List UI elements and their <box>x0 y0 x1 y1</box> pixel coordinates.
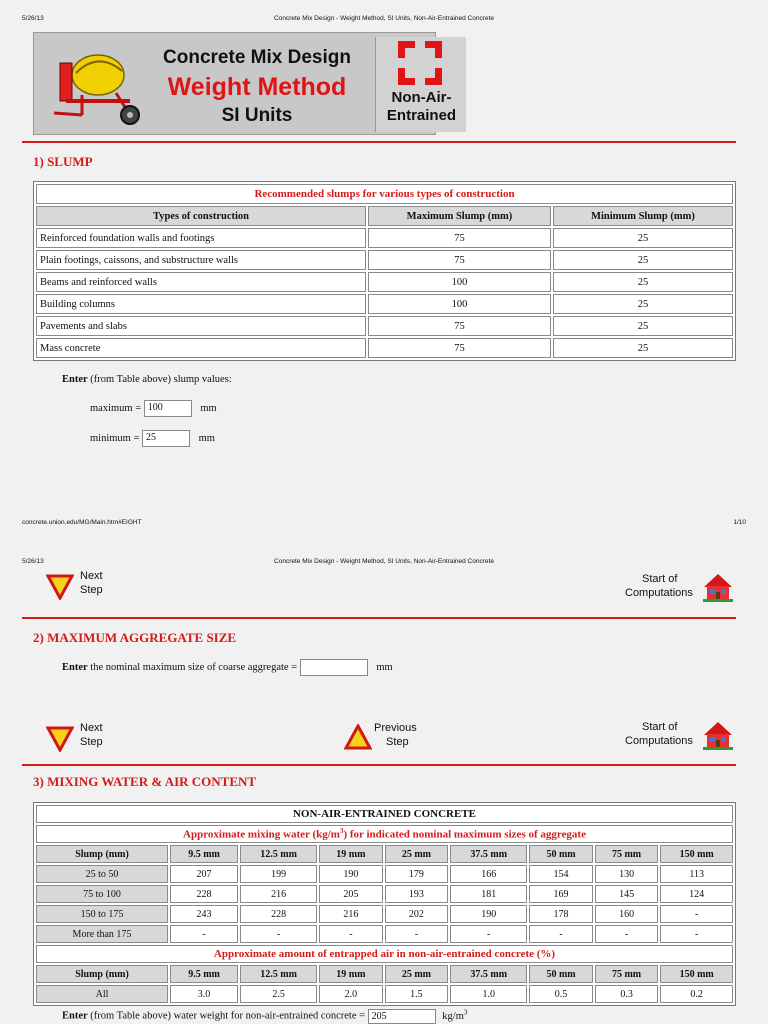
cell: - <box>170 925 238 943</box>
cell: 25 <box>553 316 733 336</box>
header-cell: 50 mm <box>529 965 593 983</box>
cell: 124 <box>660 885 733 903</box>
print-title: Concrete Mix Design - Weight Method, SI Units, Non-Air-Entrained Concrete <box>274 15 494 22</box>
cell: 75 <box>368 316 551 336</box>
header-cell: 25 mm <box>385 965 449 983</box>
cell: 113 <box>660 865 733 883</box>
start-computations-link[interactable] <box>620 570 734 604</box>
section-3-title: 3) MIXING WATER & AIR CONTENT <box>33 774 257 789</box>
divider <box>22 764 736 766</box>
cell: 25 to 50 <box>36 865 168 883</box>
header-cell: Slump (mm) <box>36 965 168 983</box>
aggregate-instruction <box>62 659 393 676</box>
cell: - <box>319 925 383 943</box>
header-row <box>36 845 733 863</box>
cell: 25 <box>553 228 733 248</box>
instruction-text: (from Table above) slump values: <box>87 374 232 385</box>
table-row <box>36 272 733 292</box>
banner-side-line-2: Entrained <box>386 107 457 124</box>
cell: 0.2 <box>660 985 733 1003</box>
print-title: Concrete Mix Design - Weight Method, SI Units, Non-Air-Entrained Concrete <box>274 558 494 565</box>
unit-label: mm <box>198 432 215 444</box>
header-cell: 75 mm <box>595 845 659 863</box>
cell: - <box>660 925 733 943</box>
section-2-title: 2) MAXIMUM AGGREGATE SIZE <box>33 630 237 645</box>
print-url: concrete.union.edu/MG/Main.htm#EIGHT <box>22 519 142 526</box>
banner <box>33 32 457 135</box>
header-cell: Slump (mm) <box>36 845 168 863</box>
previous-step-icon <box>344 724 372 752</box>
cell: 190 <box>450 905 527 923</box>
table-row <box>36 338 733 358</box>
red-cross-logo-icon <box>398 41 442 85</box>
cement-mixer-icon <box>46 43 146 127</box>
page-footer <box>0 519 768 533</box>
page-header <box>0 13 768 27</box>
next-step-link[interactable] <box>46 722 116 756</box>
water-weight-instruction <box>62 1008 467 1024</box>
cell: Mass concrete <box>36 338 366 358</box>
step-label: Step <box>80 584 103 596</box>
cell: 202 <box>385 905 449 923</box>
unit-label: mm <box>376 661 393 673</box>
table-row <box>36 294 733 314</box>
header-cell: 37.5 mm <box>450 845 527 863</box>
cell: 2.0 <box>319 985 383 1003</box>
start-computations-link[interactable] <box>620 718 734 752</box>
cell: 75 <box>368 228 551 248</box>
cell: 178 <box>529 905 593 923</box>
cell: 145 <box>595 885 659 903</box>
cell: 75 <box>368 338 551 358</box>
cell: 25 <box>553 338 733 358</box>
header-cell: Types of construction <box>36 206 366 226</box>
header-cell: 50 mm <box>529 845 593 863</box>
instruction-text: the nominal maximum size of coarse aggregate = <box>87 661 300 673</box>
cell: 207 <box>170 865 238 883</box>
cell: - <box>595 925 659 943</box>
next-step-link[interactable] <box>46 570 116 604</box>
enter-label: Enter <box>62 374 88 385</box>
next-label: Next <box>80 570 103 582</box>
cell: 1.5 <box>385 985 449 1003</box>
cell: 193 <box>385 885 449 903</box>
max-slump-row <box>90 400 217 417</box>
cell: 179 <box>385 865 449 883</box>
print-date: 5/26/13 <box>22 558 44 565</box>
cell: Beams and reinforced walls <box>36 272 366 292</box>
cell: All <box>36 985 168 1003</box>
start-label: Start of <box>642 573 678 585</box>
cell: 25 <box>553 272 733 292</box>
cell: Reinforced foundation walls and footings <box>36 228 366 248</box>
page-header <box>0 556 768 570</box>
header-cell: Maximum Slump (mm) <box>368 206 551 226</box>
cell: 25 <box>553 250 733 270</box>
cell: 75 to 100 <box>36 885 168 903</box>
cell: 199 <box>240 865 317 883</box>
header-row <box>36 965 733 983</box>
unit-label: $kg/m^3$ <box>442 1008 468 1022</box>
cell: 100 <box>368 272 551 292</box>
header-cell: 25 mm <box>385 845 449 863</box>
cell: 154 <box>529 865 593 883</box>
water-weight-input[interactable]: 205 <box>368 1009 436 1024</box>
air-caption: Approximate amount of entrapped air in non-air-entrained concrete (%) <box>36 945 733 963</box>
banner-line-3: SI Units <box>221 105 293 126</box>
cell: - <box>385 925 449 943</box>
cell: - <box>240 925 317 943</box>
print-page-number: 1/10 <box>733 519 746 526</box>
divider <box>22 617 736 619</box>
table-row <box>36 250 733 270</box>
cell: - <box>529 925 593 943</box>
min-slump-row <box>90 430 215 447</box>
cell: - <box>660 905 733 923</box>
table-row <box>36 925 733 943</box>
cell: 160 <box>595 905 659 923</box>
divider <box>22 141 736 143</box>
cell: 228 <box>240 905 317 923</box>
print-date: 5/26/13 <box>22 15 44 22</box>
header-cell: 9.5 mm <box>170 845 238 863</box>
cell: Plain footings, caissons, and substructure walls <box>36 250 366 270</box>
computations-label: Computations <box>625 735 693 747</box>
cell: 3.0 <box>170 985 238 1003</box>
cell: 0.3 <box>595 985 659 1003</box>
header-cell: 12.5 mm <box>240 965 317 983</box>
header-cell: 150 mm <box>660 965 733 983</box>
slump-table <box>33 181 736 361</box>
cell: 1.0 <box>450 985 527 1003</box>
table-row <box>36 885 733 903</box>
header-cell: 9.5 mm <box>170 965 238 983</box>
cell: 228 <box>170 885 238 903</box>
section-1-title: 1) SLUMP <box>33 154 93 169</box>
cell: Building columns <box>36 294 366 314</box>
cell: 25 <box>553 294 733 314</box>
cell: 243 <box>170 905 238 923</box>
header-cell: 150 mm <box>660 845 733 863</box>
header-cell: 19 mm <box>319 965 383 983</box>
instruction-text: (from Table above) water weight for non-air-entrained concrete = <box>87 1010 368 1022</box>
max-slump-input[interactable]: 100 <box>144 400 192 417</box>
house-icon <box>703 720 733 750</box>
cell: 216 <box>319 905 383 923</box>
table-title: NON-AIR-ENTRAINED CONCRETE <box>36 805 733 823</box>
cell: 150 to 175 <box>36 905 168 923</box>
cell: More than 175 <box>36 925 168 943</box>
cell: - <box>450 925 527 943</box>
unit-label: mm <box>200 402 217 414</box>
cell: 100 <box>368 294 551 314</box>
step-label: Step <box>386 736 409 748</box>
header-cell: Minimum Slump (mm) <box>553 206 733 226</box>
table-row <box>36 905 733 923</box>
min-slump-label: minimum = <box>90 432 143 444</box>
next-step-icon <box>46 572 74 600</box>
cell: 130 <box>595 865 659 883</box>
enter-label: Enter <box>62 661 88 673</box>
cell: 181 <box>450 885 527 903</box>
next-step-icon <box>46 724 74 752</box>
step-label: Step <box>80 736 103 748</box>
cell: 0.5 <box>529 985 593 1003</box>
cell: 169 <box>529 885 593 903</box>
table-row <box>36 316 733 336</box>
banner-line-2: Weight Method <box>167 73 347 101</box>
cell: 2.5 <box>240 985 317 1003</box>
table-row <box>36 865 733 883</box>
next-label: Next <box>80 722 103 734</box>
aggregate-size-input[interactable] <box>300 659 368 676</box>
enter-label: Enter <box>62 1010 88 1022</box>
cell: 190 <box>319 865 383 883</box>
cell: 216 <box>240 885 317 903</box>
mixing-water-table <box>33 802 736 1006</box>
table-row <box>36 228 733 248</box>
header-cell: 12.5 mm <box>240 845 317 863</box>
header-cell: 19 mm <box>319 845 383 863</box>
min-slump-input[interactable]: 25 <box>142 430 190 447</box>
cell: 75 <box>368 250 551 270</box>
previous-label: Previous <box>374 722 417 734</box>
slump-instruction <box>62 374 232 385</box>
cell: 166 <box>450 865 527 883</box>
previous-step-link[interactable] <box>344 722 434 756</box>
computations-label: Computations <box>625 587 693 599</box>
slump-table-caption: Recommended slumps for various types of construction <box>36 184 733 204</box>
banner-side-panel <box>375 37 466 132</box>
water-caption: Approximate mixing water $(kg/m^3)$ for indicated nominal maximum sizes of aggregate <box>36 825 733 843</box>
start-label: Start of <box>642 721 678 733</box>
header-cell: 75 mm <box>595 965 659 983</box>
cell: 205 <box>319 885 383 903</box>
banner-line-1: Concrete Mix Design <box>163 47 351 68</box>
max-slump-label: maximum = <box>90 402 144 414</box>
cell: Pavements and slabs <box>36 316 366 336</box>
header-cell: 37.5 mm <box>450 965 527 983</box>
table-row <box>36 985 733 1003</box>
banner-side-line-1: Non-Air- <box>391 89 452 106</box>
house-icon <box>703 572 733 602</box>
